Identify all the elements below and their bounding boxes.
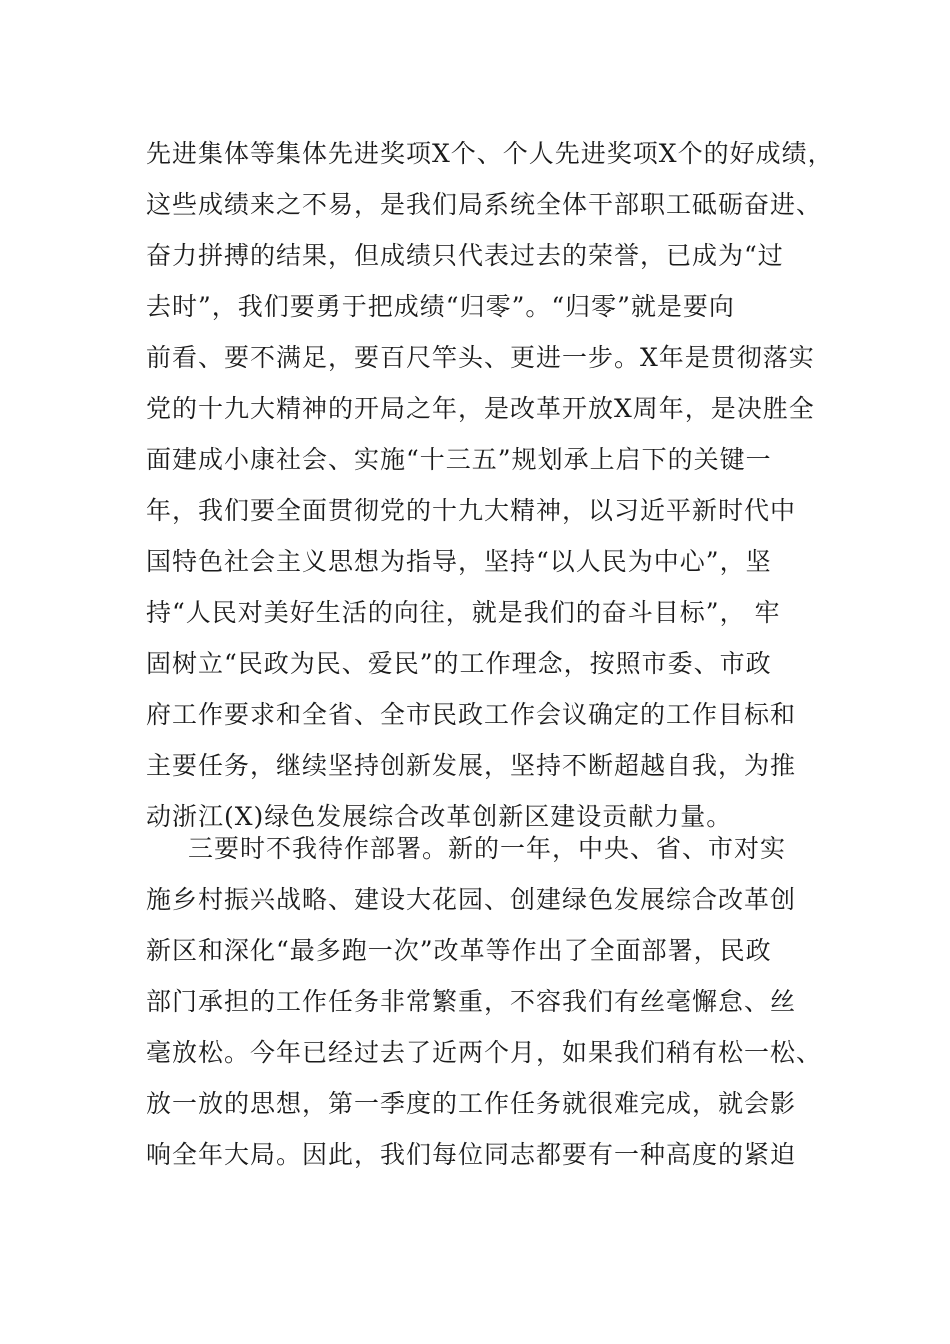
- text-line: 固树立“民政为民、爱民”的工作理念，按照市委、市政: [146, 649, 772, 678]
- text-line: 国特色社会主义思想为指导，坚持“以人民为中心”，坚: [146, 547, 772, 576]
- text-line: 年，我们要全面贯彻党的十九大精神，以习近平新时代中: [146, 496, 797, 525]
- text-line: 奋力拼搏的结果，但成绩只代表过去的荣誉，已成为“过: [146, 241, 784, 270]
- text-line: 府工作要求和全省、全市民政工作会议确定的工作目标和: [146, 700, 797, 729]
- paragraph-deployment: [146, 823, 826, 1180]
- text-line: 去时”，我们要勇于把成绩“归零”。“归零”就是要向: [146, 292, 735, 321]
- text-line: 施乡村振兴战略、建设大花园、创建绿色发展综合改革创: [146, 885, 797, 914]
- text-line: 毫放松。今年已经过去了近两个月，如果我们稍有松一松、: [146, 1038, 823, 1067]
- text-line: 主要任务，继续坚持创新发展，坚持不断超越自我，为推: [146, 751, 797, 780]
- text-line: 部门承担的工作任务非常繁重，不容我们有丝毫懈怠、丝: [146, 987, 797, 1016]
- text-line: 动浙江(X)绿色发展综合改革创新区建设贡献力量。: [146, 802, 733, 831]
- text-line: 党的十九大精神的开局之年，是改革开放X周年，是决胜全: [146, 394, 815, 423]
- text-line: 这些成绩来之不易，是我们局系统全体干部职工砥砺奋进、: [146, 190, 823, 219]
- text-line: 先进集体等集体先进奖项X个、个人先进奖项X个的好成绩，: [146, 139, 834, 168]
- text-line: 放一放的思想，第一季度的工作任务就很难完成，就会影: [146, 1089, 797, 1118]
- text-line: 新区和深化“最多跑一次”改革等作出了全面部署，民政: [146, 936, 772, 965]
- text-line: 前看、要不满足，要百尺竿头、更进一步。X年是贯彻落实: [146, 343, 815, 372]
- text-line: 响全年大局。因此，我们每位同志都要有一种高度的紧迫: [146, 1140, 797, 1169]
- paragraph-achievements: [146, 128, 834, 842]
- text-line: 持“人民对美好生活的向往，就是我们的奋斗目标”， 牢: [146, 598, 781, 627]
- text-line: 面建成小康社会、实施“十三五”规划承上启下的关键一: [146, 445, 772, 474]
- text-line: 三要时不我待作部署。新的一年，中央、省、市对实: [188, 834, 787, 863]
